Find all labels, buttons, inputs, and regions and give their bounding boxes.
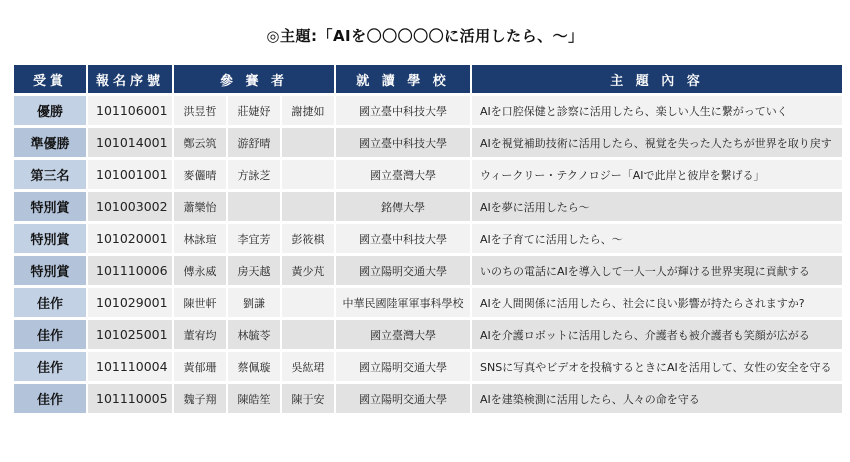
table-row xyxy=(14,224,842,253)
school-cell: 國立陽明交通大學 xyxy=(336,352,470,381)
member-cell: 傅永威 xyxy=(174,256,226,285)
reg-no-cell: 101014001 xyxy=(88,128,172,157)
award-cell: 佳作 xyxy=(14,384,86,413)
header-reg-no: 報名序號 xyxy=(88,65,172,93)
member-cell: 鄭云筑 xyxy=(174,128,226,157)
topic-cell: いのちの電話にAIを導入して一人一人が輝ける世界実現に貢献する xyxy=(472,256,842,285)
school-cell: 銘傳大學 xyxy=(336,192,470,221)
reg-no-cell: 101025001 xyxy=(88,320,172,349)
school-cell: 國立臺中科技大學 xyxy=(336,128,470,157)
member-cell: 吳紘珺 xyxy=(282,352,334,381)
award-cell: 佳作 xyxy=(14,352,86,381)
member-cell: 林毓苓 xyxy=(228,320,280,349)
table-header-row xyxy=(14,65,842,93)
reg-no-cell: 101110005 xyxy=(88,384,172,413)
topic-cell: AIを夢に活用したら〜 xyxy=(472,192,842,221)
table-row xyxy=(14,384,842,413)
header-school: 就 讀 學 校 xyxy=(336,65,470,93)
school-cell: 國立臺灣大學 xyxy=(336,320,470,349)
member-cell: 陳世軒 xyxy=(174,288,226,317)
table-row xyxy=(14,192,842,221)
topic-cell: AIを視覚補助技術に活用したら、視覚を失った人たちが世界を取り戻す xyxy=(472,128,842,157)
reg-no-cell: 101110006 xyxy=(88,256,172,285)
award-cell: 佳作 xyxy=(14,320,86,349)
member-cell: 劉謙 xyxy=(228,288,280,317)
school-cell: 國立臺中科技大學 xyxy=(336,224,470,253)
school-cell: 國立陽明交通大學 xyxy=(336,384,470,413)
table-row xyxy=(14,352,842,381)
member-cell xyxy=(282,160,334,189)
member-cell: 林詠瑄 xyxy=(174,224,226,253)
page-title: ◎主題:「AIを〇〇〇〇〇に活用したら、〜」 xyxy=(266,27,584,45)
member-cell xyxy=(282,192,334,221)
member-cell: 彭筱棋 xyxy=(282,224,334,253)
table-row xyxy=(14,288,842,317)
award-cell: 優勝 xyxy=(14,96,86,125)
member-cell: 蕭樂怡 xyxy=(174,192,226,221)
topic-cell: AIを子育てに活用したら、〜 xyxy=(472,224,842,253)
school-cell: 中華民國陸軍軍事科學校 xyxy=(336,288,470,317)
reg-no-cell: 101003002 xyxy=(88,192,172,221)
topic-cell: AIを口腔保健と診察に活用したら、楽しい人生に繋がっていく xyxy=(472,96,842,125)
school-cell: 國立臺中科技大學 xyxy=(336,96,470,125)
award-cell: 特別賞 xyxy=(14,256,86,285)
school-cell: 國立陽明交通大學 xyxy=(336,256,470,285)
award-cell: 特別賞 xyxy=(14,224,86,253)
member-cell: 謝捷如 xyxy=(282,96,334,125)
member-cell: 陳于安 xyxy=(282,384,334,413)
member-cell xyxy=(282,320,334,349)
member-cell xyxy=(228,192,280,221)
member-cell: 陳皓笙 xyxy=(228,384,280,413)
table-row xyxy=(14,256,842,285)
member-cell: 房天越 xyxy=(228,256,280,285)
member-cell: 方詠芝 xyxy=(228,160,280,189)
reg-no-cell: 101001001 xyxy=(88,160,172,189)
member-cell: 麥儷晴 xyxy=(174,160,226,189)
award-cell: 第三名 xyxy=(14,160,86,189)
member-cell: 游舒晴 xyxy=(228,128,280,157)
member-cell: 董宥均 xyxy=(174,320,226,349)
school-cell: 國立臺灣大學 xyxy=(336,160,470,189)
topic-cell: ウィークリー・テクノロジー「AIで此岸と彼岸を繋げる」 xyxy=(472,160,842,189)
table-row xyxy=(14,128,842,157)
header-topic: 主 題 內 容 xyxy=(472,65,842,93)
member-cell: 魏子翔 xyxy=(174,384,226,413)
reg-no-cell: 101110004 xyxy=(88,352,172,381)
member-cell xyxy=(282,128,334,157)
table-row xyxy=(14,160,842,189)
member-cell: 莊婕妤 xyxy=(228,96,280,125)
results-table xyxy=(12,62,844,416)
award-cell: 佳作 xyxy=(14,288,86,317)
topic-cell: SNSに写真やビデオを投稿するときにAIを活用して、女性の安全を守る xyxy=(472,352,842,381)
topic-cell: AIを介護ロボットに活用したら、介護者も被介護者も笑顔が広がる xyxy=(472,320,842,349)
table-row xyxy=(14,96,842,125)
topic-cell: AIを人間関係に活用したら、社会に良い影響が持たらされますか? xyxy=(472,288,842,317)
reg-no-cell: 101029001 xyxy=(88,288,172,317)
header-members: 參 賽 者 xyxy=(174,65,334,93)
member-cell: 洪昱哲 xyxy=(174,96,226,125)
table-row xyxy=(14,320,842,349)
award-cell: 特別賞 xyxy=(14,192,86,221)
member-cell: 蔡佩璇 xyxy=(228,352,280,381)
reg-no-cell: 101106001 xyxy=(88,96,172,125)
header-award: 受賞 xyxy=(14,65,86,93)
topic-cell: AIを建築検測に活用したら、人々の命を守る xyxy=(472,384,842,413)
reg-no-cell: 101020001 xyxy=(88,224,172,253)
award-cell: 準優勝 xyxy=(14,128,86,157)
member-cell: 黃少芃 xyxy=(282,256,334,285)
member-cell: 李宜芳 xyxy=(228,224,280,253)
member-cell: 黃郁珊 xyxy=(174,352,226,381)
member-cell xyxy=(282,288,334,317)
